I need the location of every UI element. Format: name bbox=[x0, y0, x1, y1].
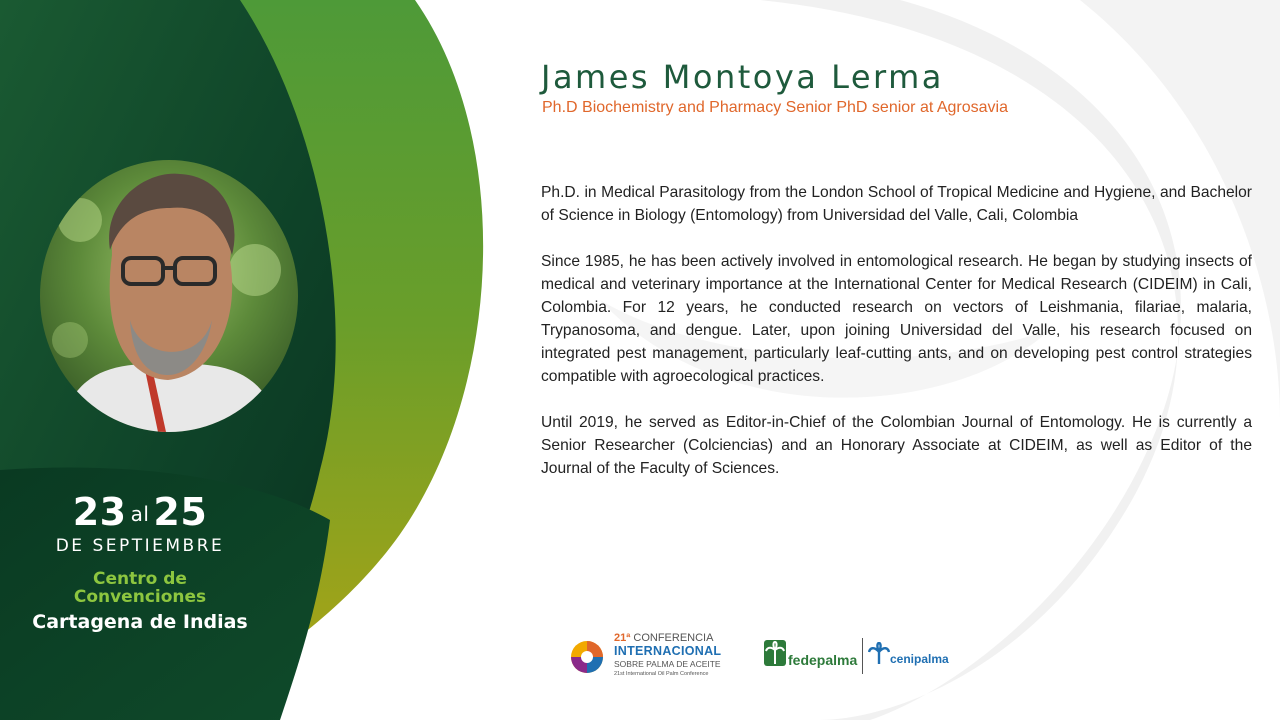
event-dates bbox=[0, 490, 280, 536]
cenipalma-logo bbox=[868, 642, 948, 672]
conference-title-line1: 21ª CONFERENCIA bbox=[614, 632, 714, 644]
conference-title-line2: INTERNACIONAL bbox=[614, 644, 722, 658]
speaker-bio bbox=[541, 181, 1252, 503]
speaker-name: James Montoya Lerma bbox=[541, 58, 944, 96]
start-day: 23 bbox=[72, 490, 127, 534]
bio-paragraph: Since 1985, he has been actively involved in entomological research. He began by studying insects of medical and veterinary importance at the International Center for Medical Research (CIDEIM) in Cali, Colombia. For 12 years, he conducted research on vectors of Leishmania, filariae, malaria, Trypanosoma, and dengue. Later, upon joining Universidad del Valle, his research focused on integrated pest management, particularly leaf-cutting ants, and on developing pest control strategies compatible with agroecological practices. bbox=[541, 253, 1252, 385]
event-date-venue bbox=[0, 490, 280, 634]
bio-paragraph: Until 2019, he served as Editor-in-Chief of the Colombian Journal of Entomology. He is currently a Senior Researcher (Colciencias) and an Honorary Associate at CIDEIM, as well as Editor of the Journal of the Faculty of Sciences. bbox=[541, 414, 1252, 477]
logo-divider bbox=[862, 638, 863, 674]
conference-title-line4: 21st International Oil Palm Conference bbox=[614, 671, 709, 677]
cenipalma-wordmark: cenipalma bbox=[890, 652, 949, 666]
conference-logo bbox=[568, 630, 738, 684]
speaker-photo bbox=[40, 160, 298, 432]
end-day: 25 bbox=[153, 490, 208, 534]
venue-line-1: Centro de bbox=[93, 569, 187, 589]
venue-line-2: Convenciones bbox=[73, 587, 207, 607]
speaker-subtitle: Ph.D Biochemistry and Pharmacy Senior PhD senior at Agrosavia bbox=[542, 99, 1008, 116]
fedepalma-logo bbox=[764, 636, 864, 676]
event-month: DE SEPTIEMBRE bbox=[55, 536, 225, 556]
fedepalma-wordmark: fedepalma bbox=[788, 652, 858, 668]
cenipalma-palm-icon bbox=[868, 642, 890, 666]
conference-emblem-icon bbox=[570, 640, 604, 674]
venue-city: Cartagena de Indias bbox=[32, 611, 248, 633]
conference-title-line3: SOBRE PALMA DE ACEITE bbox=[614, 659, 721, 669]
date-connector: al bbox=[130, 502, 150, 526]
bio-paragraph: Ph.D. in Medical Parasitology from the London School of Tropical Medicine and Hygiene, and Bachelor of Science in Biology (Entomology) from Universidad del Valle, Cali, Colombia bbox=[541, 184, 1252, 224]
palm-tree-icon bbox=[764, 636, 788, 668]
sponsor-logos bbox=[568, 630, 948, 684]
